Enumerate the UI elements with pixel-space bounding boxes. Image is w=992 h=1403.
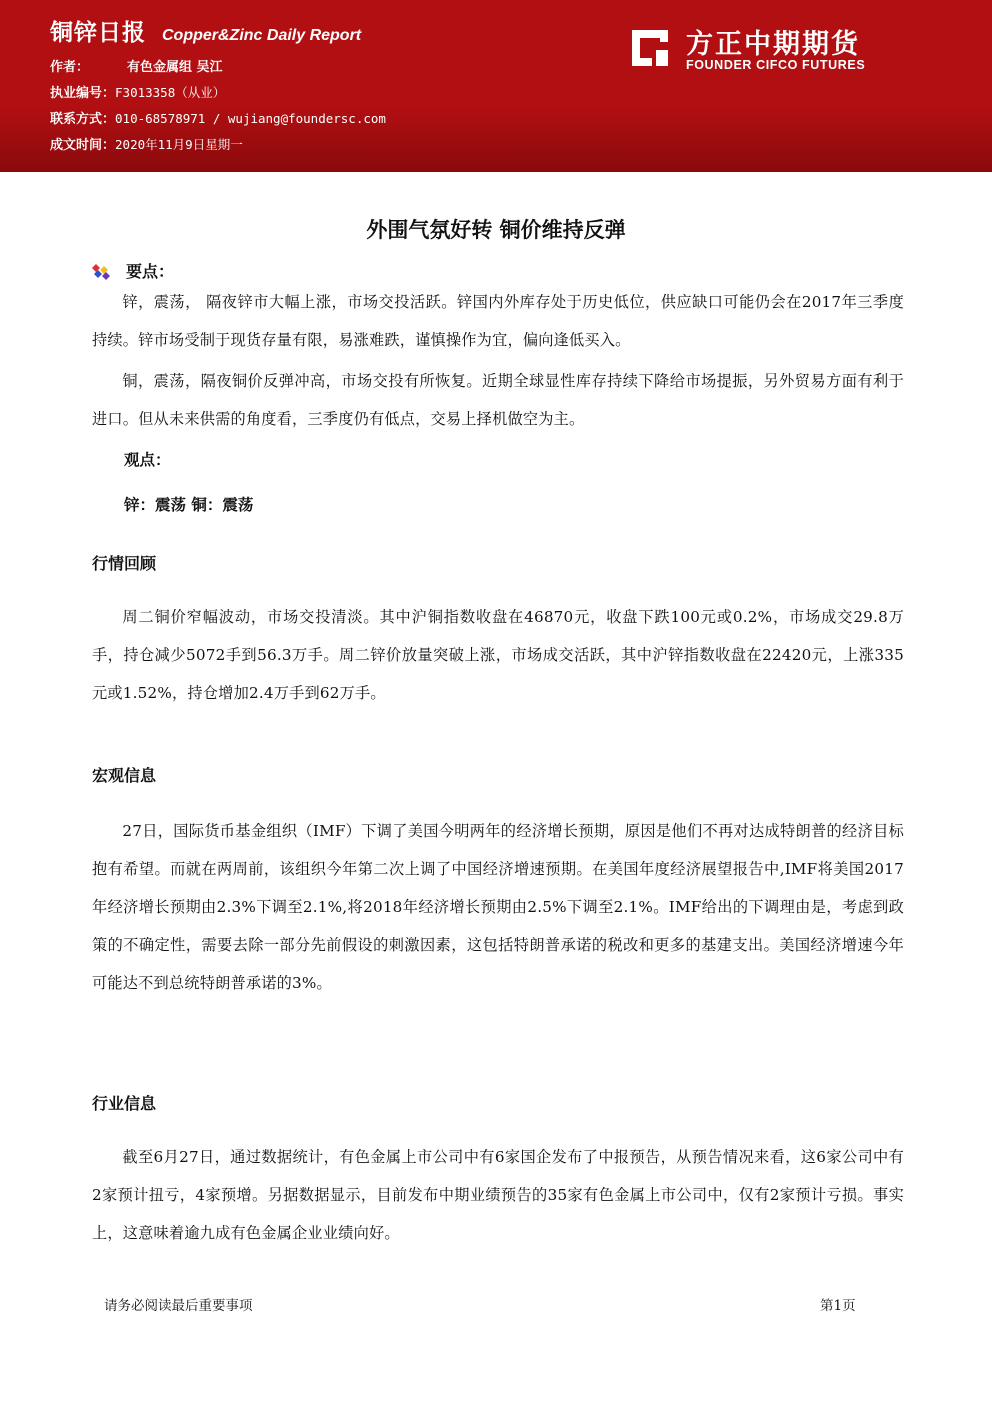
author-row [50, 56, 223, 75]
view-value: 锌：震荡 铜：震荡 [124, 496, 254, 514]
section-heading-industry: 行业信息 [92, 1094, 157, 1113]
section-text-macro: 27日，国际货币基金组织（IMF）下调了美国今明两年的经济增长预期，原因是他们不再对达成特朗普的经济目标抱有希望。而就在两周前，该组织今年第二次上调了中国经济增速预期。在美国年度经济展望报告中,IMF将美国2017年经济增长预期由2.3%下调至2.1%,将2018年经济增长预期由2.5%下调至2.1%。IMF给出的下调理由是，考虑到政策的不确定性，需要去除一部分先前假设的刺激因素，这包括特朗普承诺的税改和更多的基建支出。美国经济增速今年可能达不到总统特朗普承诺的3%。 [92, 822, 904, 992]
document-title: 外围气氛好转 铜价维持反弹 [366, 218, 626, 242]
footer-notice: 请务必阅读最后重要事项 [104, 1298, 253, 1314]
report-header [0, 0, 992, 172]
section-text-industry: 截至6月27日，通过数据统计，有色金属上市公司中有6家国企发布了中报预告，从预告情况来看，这6家公司中有2家预计扭亏，4家预增。另据数据显示，目前发布中期业绩预告的35家有色金属上市公司中，仅有2家预计亏损。事实上，这意味着逾九成有色金属企业业绩向好。 [92, 1148, 904, 1242]
contact-label: 联系方式： [50, 112, 116, 127]
logo-text-en: FOUNDER CIFCO FUTURES [686, 58, 866, 72]
keypoints-label: 要点： [126, 262, 175, 281]
report-title-cn: 铜锌日报 [50, 20, 146, 46]
company-logo [628, 22, 888, 74]
license-row [50, 82, 225, 101]
license-label: 执业编号： [50, 86, 116, 101]
date-value: 2020年11月9日星期一 [115, 137, 243, 152]
page-number: 第1页 [820, 1298, 856, 1314]
keypoint-copper: 铜，震荡，隔夜铜价反弹冲高，市场交投有所恢复。近期全球显性库存持续下降给市场提振，另外贸易方面有利于进口。但从未来供需的角度看，三季度仍有低点，交易上择机做空为主。 [92, 372, 904, 428]
section-heading-macro: 宏观信息 [92, 766, 157, 785]
contact-value: 010-68578971 / wujiang@foundersc.com [115, 111, 386, 126]
keypoints-heading [92, 259, 174, 282]
report-title-block [50, 14, 361, 47]
bullet-diamond-icon [92, 262, 112, 280]
date-row [50, 134, 243, 153]
author-value: 有色金属组 吴江 [127, 60, 223, 75]
date-label: 成文时间： [50, 138, 116, 153]
report-title-en: Copper&Zinc Daily Report [162, 27, 362, 44]
section-heading-market-review: 行情回顾 [92, 554, 157, 573]
contact-row [50, 108, 386, 127]
logo-text-cn: 方正中期期货 [686, 29, 860, 60]
keypoint-zinc: 锌，震荡， 隔夜锌市大幅上涨，市场交投活跃。锌国内外库存处于历史低位，供应缺口可能仍会在2017年三季度持续。锌市场受制于现货存量有限，易涨难跌，谨慎操作为宜，偏向逢低买入。 [92, 293, 904, 349]
license-value: F3013358（从业） [115, 85, 226, 100]
author-label: 作者： [50, 60, 90, 75]
logo-mark-icon [628, 26, 672, 70]
view-label: 观点： [124, 451, 171, 469]
section-text-market-review: 周二铜价窄幅波动，市场交投清淡。其中沪铜指数收盘在46870元，收盘下跌100元或0.2%，市场成交29.8万手，持仓减少5072手到56.3万手。周二锌价放量突破上涨，市场成交活跃，其中沪锌指数收盘在22420元，上涨335元或1.52%，持仓增加2.4万手到62万手。 [92, 608, 904, 702]
